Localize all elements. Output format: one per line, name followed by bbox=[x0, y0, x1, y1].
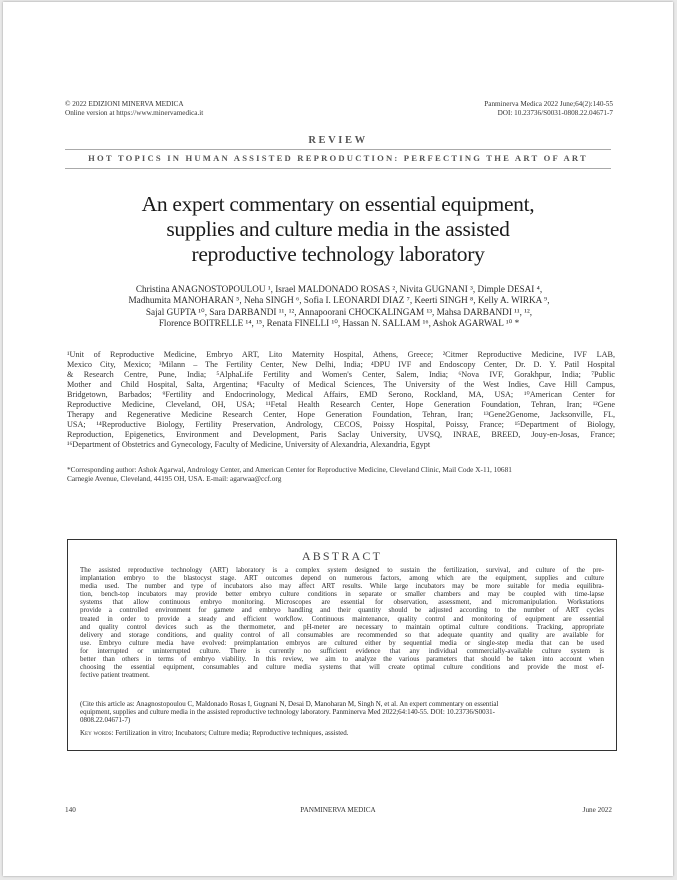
abstract-line: choosing the essential equipment, consumables and culture media systems that will create optimal culture conditions and provide the most ef- bbox=[80, 663, 604, 672]
citation-line: equipment, supplies and culture media in the assisted reproductive technology laboratory. Panminerva Med 2022;64:140-55. DOI: 10.23736/S0031- bbox=[80, 708, 495, 717]
footer-journal: PANMINERVA MEDICA bbox=[300, 806, 376, 814]
abstract-line: use. Embryo culture media have evolved: preimplantation embryos are cultured either by sequential media or single-step media that can be used bbox=[80, 638, 604, 647]
affiliation-line: Mexico City, Mexico; ³Milann – The Fertility Center, New Delhi, India; ⁴DPU IVF and Endoscopy Center, Dr. D. Y. Patil Hospital bbox=[67, 360, 615, 369]
affiliation-line: ¹⁶Department of Obstetrics and Gynecology, Faculty of Medicine, University of Alexandria, Alexandria, Egypt bbox=[67, 440, 431, 449]
doi-line: DOI: 10.23736/S0031-0808.22.04671-7 bbox=[497, 108, 613, 117]
section-label: REVIEW bbox=[308, 135, 368, 146]
abstract-line: delivery and storage conditions, and quality control of all consumables are recommended so that adequate quantity and quality are available for bbox=[80, 630, 604, 639]
keywords bbox=[80, 729, 604, 737]
affiliation-line: ¹Unit of Reproductive Medicine, Embryo ART, Lito Maternity Hospital, Athens, Greece; ²Citmer Reproductive Medicine, IVF LAB, bbox=[67, 350, 615, 359]
header-right bbox=[484, 100, 613, 117]
online-version-line: Online version at https://www.minervamedica.it bbox=[65, 108, 204, 117]
author-list bbox=[67, 284, 611, 330]
abstract-heading: ABSTRACT bbox=[301, 549, 383, 563]
abstract-box bbox=[67, 539, 617, 751]
page bbox=[3, 2, 673, 876]
abstract-line: media used. The number and type of incubators also may affect ART results. While large incubators may be more suitable for media equilibra- bbox=[80, 582, 604, 591]
affiliation-line: USA; ¹⁴Reproductive Biology, Fertility Preservation, Andrology, CECOS, Poissy Hospital, Poissy, France; ¹⁵Department of Biology, bbox=[67, 420, 615, 429]
copyright-line: © 2022 EDIZIONI MINERVA MEDICA bbox=[65, 100, 184, 108]
citation-line: (Cite this article as: Anagnostopoulou C, Maldonado Rosas I, Gugnani N, Desai D, Manoharan M, Singh N, et al. An expert commentary on essential bbox=[80, 700, 499, 708]
abstract-line: better than others in terms of embryo viability. In this review, we aim to analyze the various parameters that should be taken into account when bbox=[80, 655, 604, 664]
affiliation-line: Reproduction, Epigenetics, Environment and Development, Paris Saclay University, UVSQ, INRAE, BREED, Jouy-en-Josas, France; bbox=[67, 430, 615, 439]
title-line: supplies and culture media in the assisted bbox=[166, 217, 510, 241]
affiliation-line: & Research Centre, Pune, India; ⁵AlphaLife Fertility and Women's Center, Salem, India; ⁶Nova IVF, Gorakhpur, India; ⁷Public bbox=[67, 370, 615, 379]
abstract-line: and quality control devices such as the thermometer, and pH-meter are necessary to maintain optimal culture conditions. Tracking, appropriate bbox=[80, 622, 604, 631]
author-line: Christina ANAGNOSTOPOULOU ¹, Israel MALDONADO ROSAS ², Nivita GUGNANI ³, Dimple DESAI ⁴, bbox=[135, 284, 543, 294]
abstract-line: for interrupted or uninterrupted culture. There is currently no sufficient evidence that any individual commercially-available culture system is bbox=[80, 646, 604, 655]
affiliation-line: Bridgetown, Barbados; ⁹Fertility and Endocrinology, Medical Affairs, EMD Serono, Rockland, MA, USA; ¹⁰American Center for bbox=[67, 390, 615, 399]
corresponding-line: Carnegie Avenue, Cleveland, 44195 OH, USA. E-mail: agarwaa@ccf.org bbox=[67, 474, 282, 484]
citation-note bbox=[80, 700, 604, 724]
affiliation-line: Reproductive Medicine, Cleveland, OH, USA; ¹¹Fetal Health Research Center, Hope Generation Foundation, Tehran, Iran; ¹²Gene bbox=[67, 400, 615, 409]
abstract-line: fective patient treatment. bbox=[80, 671, 150, 680]
keywords-label: Key words: bbox=[80, 729, 114, 737]
affiliation-line: Therapy and Regenerative Medicine Research Center, Hope Generation Foundation, Tehran, Iran; ¹³Gene2Genome, Jacksonville, FL, bbox=[67, 410, 615, 419]
affiliation-line: Mother and Child Hospital, Salta, Argentina; ⁸Faculty of Medical Sciences, The University of the West Indies, Cave Hill Campus, bbox=[67, 380, 615, 389]
topic-label: HOT TOPICS IN HUMAN ASSISTED REPRODUCTION: PERFECTING THE ART OF ART bbox=[88, 153, 588, 163]
abstract-line: The assisted reproductive technology (ART) laboratory is a complex system designed to sustain the fertilization, survival, and culture of the pre- bbox=[80, 566, 604, 574]
citation-line: 0808.22.04671-7) bbox=[80, 716, 131, 725]
keywords-text: Fertilization in vitro; Incubators; Culture media; Reproductive techniques, assisted. bbox=[115, 729, 349, 737]
divider-bottom bbox=[65, 168, 611, 169]
author-line: Sajal GUPTA ¹⁰, Sara DARBANDI ¹¹, ¹², Annapoorani CHOCKALINGAM ¹³, Mahsa DARBANDI ¹¹, ¹², bbox=[145, 306, 533, 317]
abstract-line: treated in order to provide a steady and efficient workflow. Continuous maintenance, quality control and monitoring of equipment are essential bbox=[80, 614, 604, 623]
abstract-line: implantation embryo to the blastocyst stage. ART outcomes depend on numerous factors, among which are the equipment, supplies and culture bbox=[80, 574, 604, 583]
author-line: Florence BOITRELLE ¹⁴, ¹⁵, Renata FINELLI ¹⁰, Hassan N. SALLAM ¹⁶, Ashok AGARWAL ¹⁰ * bbox=[158, 318, 520, 329]
title-line: An expert commentary on essential equipment, bbox=[141, 192, 535, 216]
abstract-text bbox=[80, 566, 604, 679]
affiliations bbox=[67, 350, 615, 450]
header-left bbox=[65, 100, 203, 117]
divider-top bbox=[65, 149, 611, 150]
author-line: Madhumita MANOHARAN ⁵, Neha SINGH ⁶, Sofia I. LEONARDI DIAZ ⁷, Keerti SINGH ⁸, Kelly A. WIRKA ⁹, bbox=[128, 295, 550, 306]
footer-page-number: 140 bbox=[65, 806, 76, 814]
article-title bbox=[3, 192, 673, 267]
corresponding-line: *Corresponding author: Ashok Agarwal, Andrology Center, and American Center for Reproductive Medicine, Cleveland Clinic, Mail Code X-11, 10681 bbox=[67, 465, 512, 474]
footer-date: June 2022 bbox=[582, 806, 612, 814]
title-line: reproductive technology laboratory bbox=[191, 242, 485, 266]
abstract-line: provide a controlled environment for gamete and embryo handling and their quantity should be adjusted according to the number of ART cycles bbox=[80, 606, 604, 615]
abstract-line: systems that allow continuous embryo monitoring. Microscopes are essential for observation, assessment, and micromanipulation. Workstations bbox=[80, 598, 604, 607]
journal-citation-line: Panminerva Medica 2022 June;64(2):140-55 bbox=[484, 100, 613, 108]
corresponding-author bbox=[67, 465, 615, 483]
abstract-line: tion, bench-top incubators may provide better embryo culture conditions in separate or smaller chambers and may be coupled with time-lapse bbox=[80, 590, 604, 599]
